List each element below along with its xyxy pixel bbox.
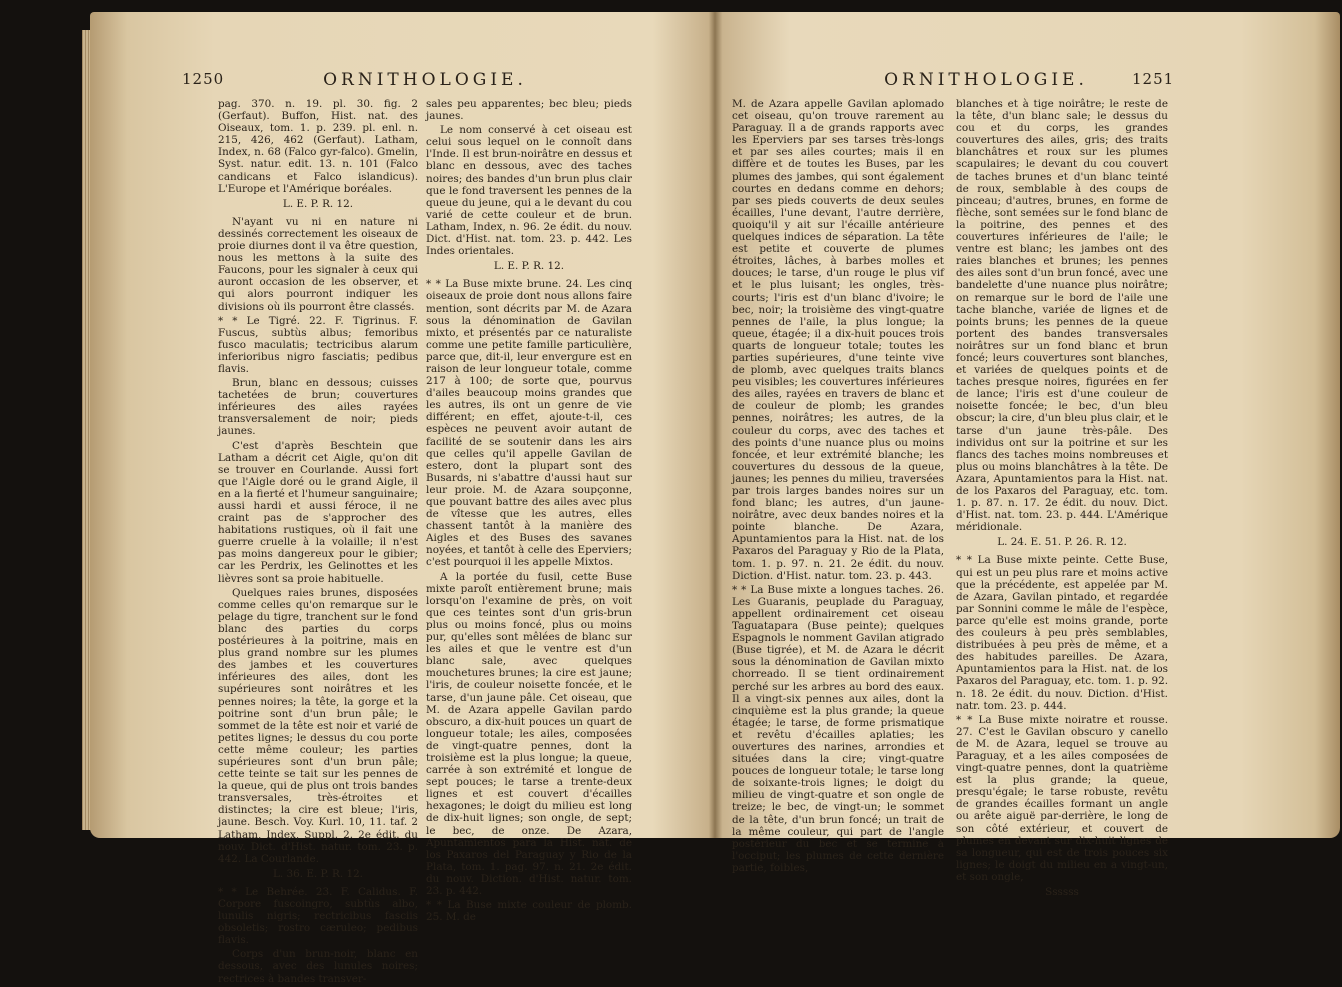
text-paragraph: C'est d'après Beschtein que Latham a décrit cet Aigle, qu'on dit se trouver en Courlande. Aussi fort que l'Aigle doré ou le grand Aigle, il en a la fierté et l'humeur sanguinaire; aussi hardi et aussi féroce, il ne craint pas de s'approcher des habitations rustiques, où il fait une guerre cruelle à la volaille; il n'est pas moins dangereux pour le gibier; car les Perdrix, les Gelinottes et les lièvres sont sa proie habituelle. xyxy=(218,439,419,585)
reference-line: L. 36. E. P. R. 12. xyxy=(273,867,363,880)
left-page-number: 1250 xyxy=(182,70,225,88)
text-paragraph: Brun, blanc en dessous; cuisses tachetées de brun; couvertures inférieures des ailes rayées transversalement de noir; pieds jaunes. xyxy=(218,377,418,438)
right-column-1 xyxy=(732,98,944,876)
entry-heading-paragraph: * * Le Behrée. 23. F. Calidus. F. Corpore fuscoingro, subtùs albo, lunulis nigris; rectricibus fasciis obsoletis; rostro cæruleo; pedibus flavis. xyxy=(218,885,418,947)
right-running-title: ORNITHOLOGIE. xyxy=(884,70,1088,90)
left-page xyxy=(90,12,680,985)
text-paragraph: sales peu apparentes; bec bleu; pieds jaunes. xyxy=(426,98,632,123)
text-paragraph: A la portée du fusil, cette Buse mixte paroît entièrement brune; mais lorsqu'on l'examine de près, on voit que ces teintes sont d'un gris-brun plus ou moins foncé, plus ou moins pur, qu'elles sont mêlées de blanc sur les ailes et que le ventre est d'un blanc sale, avec quelques mouchetures brunes; la cire est jaune; l'iris, de couleur noisette foncée, et le tarse, d'un jaune pâle. Cet oiseau, que M. de Azara appelle Gavilan pardo obscuro, a dix-huit pouces un quart de longueur totale; les ailes, composées de vingt-quatre pennes, dont la troisième est la plus longue; la queue, carrée à son extrémité et longue de sept pouces; le tarse a trente-deux lignes et est couvert d'écailles hexagones; le doigt du milieu est long de dix-huit lignes; son ongle, de sept; le bec, de onze. De Azara, Apuntamientos para la Hist. nat. de los Paxaros del Paraguay y Rio de la Plata, tom. 1. pag. 97. n. 21. 2e édit. du nouv. Diction. d'Hist. natur. tom. 23. p. 442. xyxy=(426,570,632,897)
entry-heading-paragraph: * * La Buse mixte noiratre et rousse. 27. C'est le Gavilan obscuro y canello de M. de Azara, lequel se trouve au Paraguay, et a les ailes composées de vingt-quatre pennes, dont la quatrième est la plus grande; la queue, presqu'égale; le tarse robuste, revêtu de grandes écailles formant un angle ou arête aiguë par-derrière, le long de son côté extérieur, et couvert de plumes en devant sur dix-huit lignes de sa longueur, qui est de trois pouces six lignes; le doigt du milieu en a vingt-un, et son ongle, xyxy=(956,713,1168,883)
entry-heading-paragraph: * * La Buse mixte couleur de plomb. 25. M. de xyxy=(426,899,632,924)
text-paragraph: Quelques raies brunes, disposées comme celles qu'on remarque sur le pelage du tigre, tranchent sur le fond blanc des parties du corps postérieures à la poitrine, mais en plus grand nombre sur les plumes des jambes et les couvertures inférieures des ailes, dont les supérieures sont noirâtres et les pennes noires; la tête, la gorge et la poitrine sont d'un brun pâle; le sommet de la tête est noir et varié de petites lignes; le dessus du cou porte cette même couleur; les parties supérieures sont d'un brun pâle; cette teinte se tait sur les pennes de la queue, qui de plus ont trois bandes transversales, très-étroites et distinctes; la cire est bleue; l'iris, jaune. Besch. Voy. Kurl. 10, 11. taf. 2 Latham, Index, Suppl. 2. 2e édit. du nouv. Dict. d'Hist. natur. tom. 23. p. 442. La Courlande. xyxy=(218,586,418,865)
text-paragraph: M. de Azara appelle Gavilan aplomado cet oiseau, qu'on trouve rarement au Paraguay. Il a de grands rapports avec les Eperviers par ses tarses très-longs et par ses ailes courtes; mais il en diffère et de toutes les Buses, par les plumes des jambes, qui sont également courtes en dedans comme en dehors; par ses pieds couverts de deux seules écailles, l'une devant, l'autre derrière, quoiqu'il y ait sur l'écaille antérieure quelques indices de séparation. La tête est petite et couverte de plumes étroites, lâches, à barbes molles et douces; le tarse, d'un rouge le plus vif et le plus luisant; les ongles, très-courts; l'iris est d'un blanc d'ivoire; le bec, noir; la troisième des vingt-quatre pennes de l'aile, la plus longue; la queue, étagée; il a dix-huit pouces trois quarts de longueur totale; toutes les parties supérieures, d'une teinte vive de plomb, avec quelques traits blancs peu visibles; les couvertures inférieures des ailes, rayées en travers de blanc et de couleur de plomb; les grandes pennes, noirâtres; les autres, de la couleur du corps, avec des taches et des points d'une nuance plus ou moins foncée, et leur extrémité blanche; les couvertures du dessous de la queue, jaunes; les pennes du milieu, traversées par trois larges bandes noires sur un fond blanc; les autres, d'un jaune-noirâtre, avec deux bandes noires et la pointe blanche. De Azara, Apuntamientos para la Hist. nat. de los Paxaros del Paraguay y Rio de la Plata, tom. 1. p. 97. n. 21. 2e édit. du nouv. Diction. d'Hist. natur. tom. 23. p. 443. xyxy=(732,98,944,582)
right-page-number: 1251 xyxy=(1132,70,1175,88)
text-paragraph: blanches et à tige noirâtre; le reste de la tête, d'un blanc sale; le dessus du cou et du corps, les grandes couvertures des ailes, gris; des traits blanchâtres et roux sur les plumes scapulaires; le devant du cou couvert de taches brunes et d'un blanc teinté de roux, semblable à des coups de pinceau; d'autres, brunes, en forme de flèche, sont semées sur le fond blanc de la poitrine, des pennes et des couvertures inférieures de l'aile; le ventre est blanc; les jambes ont des raies blanches et brunes; les pennes des ailes sont d'un brun foncé, avec une bandelette d'une nuance plus noirâtre; on remarque sur le bord de l'aile une tache blanche, variée de lignes et de points bruns; les pennes de la queue portent des bandes transversales noirâtres sur un fond blanc et brun foncé; leurs couvertures sont blanches, et variées de quelques points et de taches presque noires, figurées en fer de lance; l'iris est d'une couleur de noisette foncée; le bec, d'un bleu obscur; la cire, d'un bleu plus clair, et le tarse d'un jaune très-pâle. Des individus ont sur la poitrine et sur les flancs des taches moins nombreuses et plus ou moins blanchâtres à la tête. De Azara, Apuntamientos para la Hist. nat. de los Paxaros del Paraguay, etc. tom. 1. p. 87. n. 17. 2e édit. du nouv. Dict. d'Hist. nat. tom. 23. p. 444. L'Amérique méridionale. xyxy=(956,98,1169,534)
reference-line: Ssssss xyxy=(1045,886,1079,898)
right-page xyxy=(712,12,1340,898)
open-book xyxy=(90,12,1340,985)
entry-heading-paragraph: * * La Buse mixte a longues taches. 26. Les Guaranis, peuplade du Paraguay, appellent ordinairement cet oiseau Taguatapara (Buse peinte); quelques Espagnols le nomment Gavilan atigrado (Buse tigrée), et M. de Azara le décrit sous la dénomination de Gavilan mixto chorreado. Il se tient ordinairement perché sur les arbres au bord des eaux. Il a vingt-six pennes aux ailes, dont la cinquième est la plus grande; la queue étagée; le tarse, de forme prismatique et revêtu d'écailles aplaties; les ouvertures des narines, arrondies et situées dans la cire; vingt-quatre pouces de longueur totale; le tarse long de soixante-trois lignes; le doigt du milieu de vingt-quatre et son ongle de treize; le bec, de vingt-un; le sommet de la tête, d'un brun foncé; un trait de la même couleur, qui part de l'angle postérieur du bec et se termine à l'occiput; les plumes de cette dernière partie, foibles, xyxy=(732,583,944,874)
entry-heading-paragraph: * * La Buse mixte brune. 24. Les cinq oiseaux de proie dont nous allons faire mention, sont décrits par M. de Azara sous la dénomination de Gavilan mixto, et présentés par ce naturaliste comme une petite famille particulière, parce que, dit-il, leur envergure est en raison de leur longueur totale, comme 217 à 100; de sorte que, pourvus d'ailes beaucoup moins grandes que les autres, ils ont un genre de vie différent; en effet, ajoute-t-il, ces espèces ne peuvent avoir autant de facilité de se soutenir dans les airs que celles qu'il appelle Gavilan de estero, dont la plupart sont des Busards, ni s'abattre d'aussi haut sur leur proie. M. de Azara soupçonne, que pouvant battre des ailes avec plus de vîtesse que les autres, elles chassent tantôt à la manière des Aigles et des Buses des savanes noyées, et tantôt à celle des Eperviers; c'est pourquoi il les appelle Mixtos. xyxy=(426,278,632,569)
reference-line: L. E. P. R. 12. xyxy=(493,260,565,273)
entry-heading-paragraph: * * La Buse mixte peinte. Cette Buse, qui est un peu plus rare et moins active que la précédente, est appelée par M. de Azara, Gavilan pintado, et regardée par Sonnini comme le mâle de l'espèce, parce qu'elle est moins grande, porte des couleurs à peu près semblables, distribuées à peu près de même, et a des habitudes pareilles. De Azara, Apuntamientos para la Hist. nat. de los Paxaros del Paraguay, etc. tom. 1. p. 92. n. 18. 2e édit. du nouv. Diction. d'Hist. natr. tom. 23. p. 444. xyxy=(956,554,1168,712)
reference-line: L. E. P. R. 12. xyxy=(282,197,354,210)
left-running-head xyxy=(90,70,680,96)
left-running-title: ORNITHOLOGIE. xyxy=(323,70,527,90)
text-paragraph: Le nom conservé à cet oiseau est celui sous lequel on le connoît dans l'Inde. Il est brun-noirâtre en dessus et blanc en dessous, avec des taches noires; des bandes d'un brun plus clair que le fond traversent les pennes de la queue du jeune, qui a le devant du cou varié de cette couleur et de brun. Latham, Index, n. 96. 2e édit. du nouv. Dict. d'Hist. nat. tom. 23. p. 442. Les Indes orientales. xyxy=(426,124,632,258)
entry-heading-paragraph: * * Le Tigré. 22. F. Tigrinus. F. Fuscus, subtùs albus; femoribus fusco maculatis; tectricibus alarum inferioribus nigro fasciatis; pedibus flavis. xyxy=(218,314,418,375)
right-column-2 xyxy=(956,98,1168,904)
left-column-2 xyxy=(426,98,632,925)
text-paragraph: pag. 370. n. 19. pl. 30. fig. 2 (Gerfaut). Buffon, Hist. nat. des Oiseaux, tom. 1. p. 239. pl. enl. n. 215, 426, 462 (Gerfaut). Latham, Index, n. 68 (Falco gyr-falco). Gmelin, Syst. natur. edit. 13. n. 101 (Falco candicans et Falco islandicus). L'Europe et l'Amérique boréales. xyxy=(218,98,418,195)
text-paragraph: N'ayant vu ni en nature ni dessinés correctement les oiseaux de proie diurnes dont il va être question, nous les mettons à la suite des Faucons, pour les signaler à ceux qui auront occasion de les observer, et qui alors pourront indiquer les divisions où ils pourront être classés. xyxy=(218,215,418,313)
reference-line: L. 24. E. 51. P. 26. R. 12. xyxy=(997,536,1127,549)
right-running-head xyxy=(712,70,1340,96)
text-paragraph: Corps d'un brun-noir, blanc en dessous, avec des lunules noires; rectrices à bandes transver- xyxy=(218,948,418,985)
left-column-1 xyxy=(218,98,418,987)
